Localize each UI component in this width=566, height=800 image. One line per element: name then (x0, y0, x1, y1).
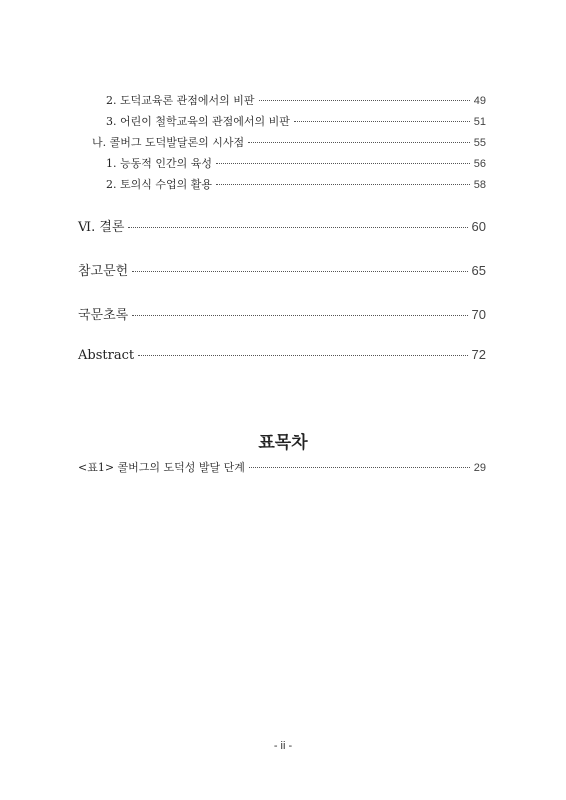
toc-entry-page: 65 (471, 263, 486, 278)
toc-entry-label: 나. 콜버그 도덕발달론의 시사점 (92, 136, 245, 149)
toc-entry-chapter (78, 304, 486, 323)
toc-entry-label: 3. 어린이 철학교육의 관점에서의 비판 (106, 115, 290, 128)
toc-entry-page: 51 (473, 116, 486, 128)
toc-entry-page: 49 (473, 95, 486, 107)
toc-entry-chapter (78, 216, 486, 235)
toc-entry-page: 60 (471, 219, 486, 234)
toc-entry-label: 참고문헌 (78, 264, 129, 279)
dot-leader (249, 467, 470, 468)
toc-entry-page: 56 (473, 158, 486, 170)
toc-entry-label: Abstract (78, 348, 135, 363)
dot-leader (294, 121, 470, 122)
toc-entry-page: 58 (473, 179, 486, 191)
toc-entry-label: 1. 능동적 인간의 육성 (106, 157, 212, 170)
toc-entry (106, 113, 486, 129)
table-list-entry-label: <표1> 콜버그의 도덕성 발달 단계 (78, 461, 245, 474)
toc-entry-page: 55 (473, 137, 486, 149)
table-list-title: 표목차 (258, 433, 308, 453)
toc-entry-chapter (78, 347, 486, 363)
page-number: - ii - (273, 740, 293, 752)
toc-entry-page: 70 (471, 307, 486, 322)
dot-leader (138, 355, 467, 356)
toc-entry (106, 92, 486, 108)
toc-entry-page: 72 (471, 347, 486, 362)
dot-leader (248, 142, 470, 143)
dot-leader (216, 184, 470, 185)
toc-entry-label: Ⅵ. 결론 (78, 220, 125, 235)
toc-entry-chapter (78, 260, 486, 279)
toc-entry (106, 155, 486, 171)
dot-leader (132, 271, 467, 272)
dot-leader (128, 227, 467, 228)
dot-leader (259, 100, 470, 101)
dot-leader (216, 163, 470, 164)
toc-entry (106, 176, 486, 192)
toc-entry-label: 국문초록 (78, 308, 129, 323)
toc-entry-label: 2. 도덕교육론 관점에서의 비판 (106, 94, 255, 107)
toc-entry (92, 134, 486, 150)
dot-leader (132, 315, 467, 316)
toc-entry-label: 2. 토의식 수업의 활용 (106, 178, 212, 191)
table-list-entry (78, 459, 486, 475)
table-list-entry-page: 29 (473, 462, 486, 474)
